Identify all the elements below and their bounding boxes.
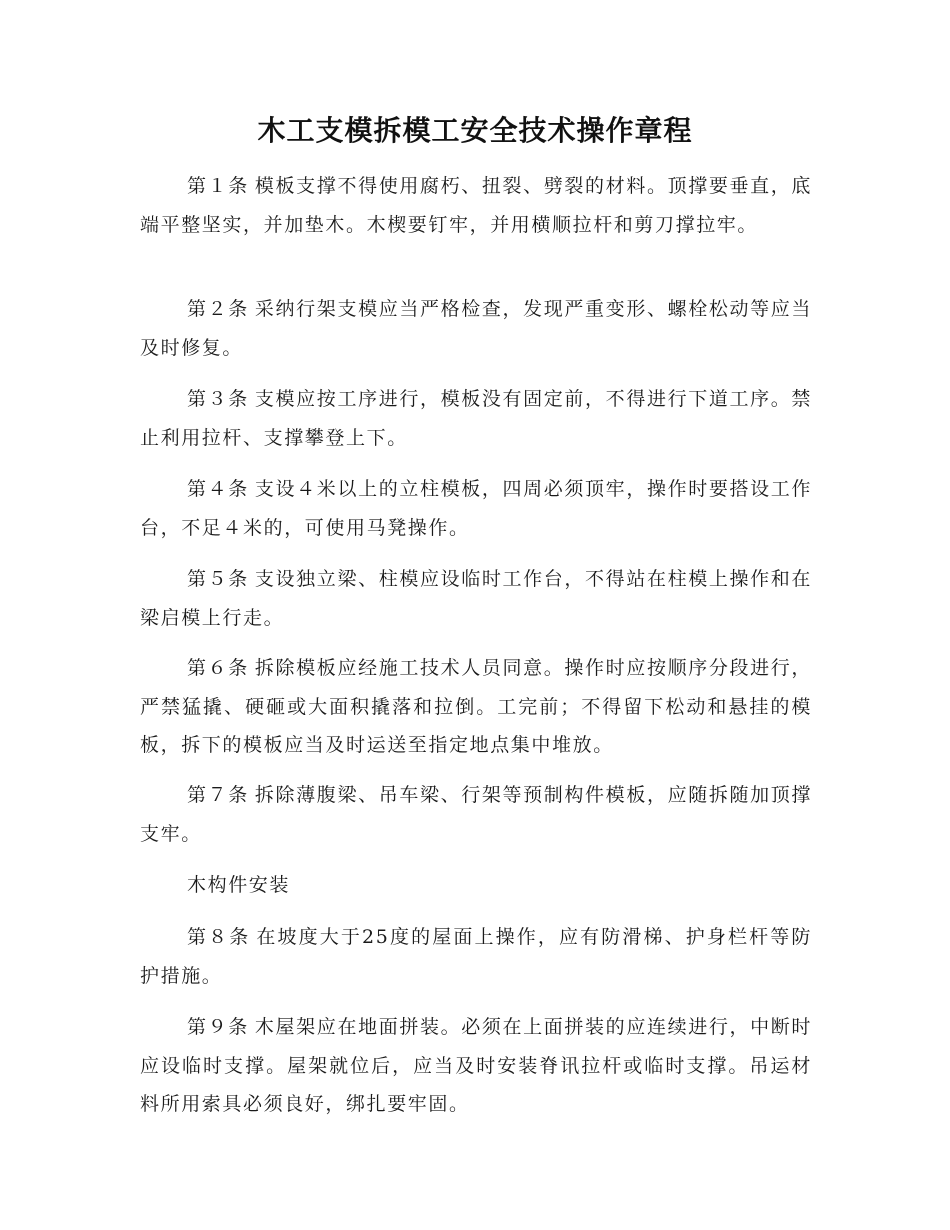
article-text: 在坡度大于25度的屋面上操作，应有防滑梯、护身栏杆等防护措施。 (140, 926, 812, 987)
article-label: 第１条 (187, 175, 249, 197)
article-text: 支设４米以上的立柱模板，四周必须顶牢，操作时要搭设工作台，不足４米的，可使用马凳操作。 (140, 478, 812, 539)
article-3 (140, 380, 812, 457)
article-label: 第６条 (187, 657, 249, 679)
section-heading-text: 木构件安装 (187, 874, 291, 896)
article-8 (140, 918, 812, 995)
article-label: 第３条 (187, 388, 249, 410)
section-heading (140, 866, 812, 905)
article-label: 第９条 (187, 1016, 249, 1038)
article-9 (140, 1008, 812, 1124)
article-4 (140, 470, 812, 547)
article-label: 第７条 (187, 784, 249, 806)
article-label: 第２条 (187, 298, 249, 320)
article-text: 模板支撑不得使用腐朽、扭裂、劈裂的材料。顶撑要垂直，底端平整坚实，并加垫木。木楔要钉牢，并用横顺拉杆和剪刀撑拉牢。 (140, 175, 812, 236)
article-text: 支模应按工序进行，模板没有固定前，不得进行下道工序。禁止利用拉杆、支撑攀登上下。 (140, 388, 812, 449)
article-label: 第５条 (187, 568, 249, 590)
article-5 (140, 560, 812, 637)
article-text: 支设独立梁、柱模应设临时工作台，不得站在柱模上操作和在梁启模上行走。 (140, 568, 812, 629)
article-text: 木屋架应在地面拼装。必须在上面拼装的应连续进行，中断时应设临时支撑。屋架就位后，应当及时安装脊讯拉杆或临时支撑。吊运材料所用索具必须良好，绑扎要牢固。 (140, 1016, 812, 1115)
article-7 (140, 776, 812, 853)
article-label: 第４条 (187, 478, 249, 500)
document-title: 木工支模拆模工安全技术操作章程 (257, 114, 693, 147)
article-text: 拆除薄腹梁、吊车梁、行架等预制构件模板，应随拆随加顶撑支牢。 (140, 784, 812, 845)
article-text: 拆除模板应经施工技术人员同意。操作时应按顺序分段进行，严禁猛撬、硬砸或大面积撬落和拉倒。工完前；不得留下松动和悬挂的模板，拆下的模板应当及时运送至指定地点集中堆放。 (140, 657, 812, 756)
article-1 (140, 167, 812, 244)
article-label: 第８条 (187, 926, 251, 948)
article-2 (140, 290, 812, 367)
article-6 (140, 649, 812, 765)
article-text: 采纳行架支模应当严格检查，发现严重变形、螺栓松动等应当及时修复。 (140, 298, 812, 359)
